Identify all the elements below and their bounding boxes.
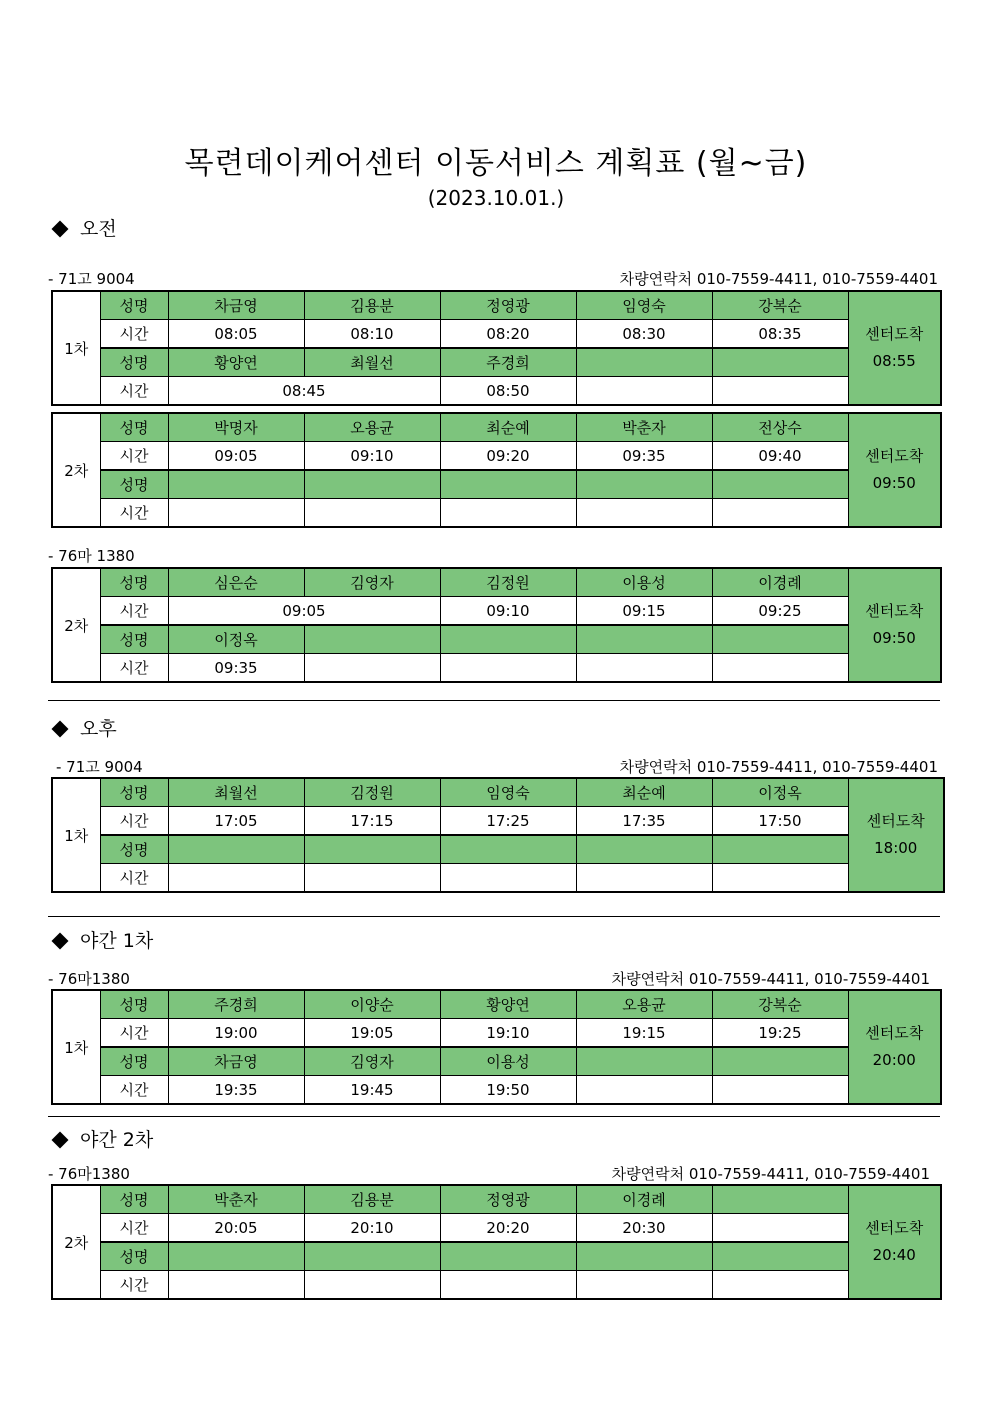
page-date: (2023.10.01.)	[427, 186, 565, 210]
name-row-label: 성명	[100, 1242, 168, 1271]
passenger-name-cell: 김영자	[304, 1047, 440, 1076]
vehicle-plate: - 76마 1380	[48, 547, 135, 565]
passenger-name-cell: 박명자	[168, 413, 304, 442]
pickup-time-cell: 09:20	[440, 442, 576, 471]
group-label: 1차	[52, 990, 100, 1104]
center-arrival-label: 센터도착	[865, 1219, 924, 1237]
passenger-name-cell: 정영광	[440, 291, 576, 320]
passenger-name-cell: 오용균	[304, 413, 440, 442]
schedule-table	[51, 989, 942, 1105]
passenger-name-cell	[576, 1047, 712, 1076]
vehicle-contact: 차량연락처 010-7559-4411, 010-7559-4401	[619, 758, 938, 776]
table-row	[52, 377, 941, 406]
name-row-label: 성명	[100, 625, 168, 654]
pickup-time-cell	[440, 499, 576, 528]
passenger-name-cell	[712, 625, 848, 654]
name-row-label: 성명	[100, 291, 168, 320]
passenger-name-cell	[712, 1185, 848, 1214]
time-row-label: 시간	[100, 597, 168, 626]
table-row	[52, 320, 941, 349]
passenger-name-cell: 정영광	[440, 1185, 576, 1214]
center-arrival-time: 09:50	[872, 629, 916, 647]
passenger-name-cell: 황양연	[168, 348, 304, 377]
schedule-table	[51, 290, 942, 406]
name-row-label: 성명	[100, 1185, 168, 1214]
passenger-name-cell: 이정옥	[168, 625, 304, 654]
schedule-table	[51, 1184, 942, 1300]
table-row	[52, 654, 941, 683]
section-divider	[48, 700, 940, 701]
center-arrival-label: 센터도착	[865, 447, 924, 465]
passenger-name-cell: 차금영	[168, 291, 304, 320]
passenger-name-cell: 차금영	[168, 1047, 304, 1076]
pickup-time-cell	[304, 499, 440, 528]
diamond-bullet-icon	[52, 720, 69, 737]
passenger-name-cell: 김용분	[304, 291, 440, 320]
time-row-label: 시간	[100, 1019, 168, 1048]
name-row-label: 성명	[100, 778, 168, 807]
passenger-name-cell: 임영숙	[576, 291, 712, 320]
name-row-label: 성명	[100, 835, 168, 864]
pickup-time-cell: 08:30	[576, 320, 712, 349]
table-row	[52, 1076, 941, 1105]
pickup-time-cell: 08:05	[168, 320, 304, 349]
center-arrival-label: 센터도착	[865, 1024, 924, 1042]
diamond-bullet-icon	[52, 932, 69, 949]
pickup-time-cell	[440, 1271, 576, 1300]
pickup-time-cell: 19:05	[304, 1019, 440, 1048]
pickup-time-cell: 08:45	[168, 377, 440, 406]
pickup-time-cell: 20:20	[440, 1214, 576, 1243]
time-row-label: 시간	[100, 1076, 168, 1105]
table-row	[52, 1242, 941, 1271]
vehicle-plate: - 76마1380	[48, 970, 130, 988]
passenger-name-cell: 이용성	[440, 1047, 576, 1076]
passenger-name-cell: 최순예	[440, 413, 576, 442]
passenger-name-cell: 김정원	[440, 568, 576, 597]
diamond-bullet-icon	[52, 1131, 69, 1148]
passenger-name-cell: 김정원	[304, 778, 440, 807]
pickup-time-cell	[576, 864, 712, 893]
schedule-table	[51, 777, 945, 893]
schedule-table	[51, 567, 942, 683]
pickup-time-cell: 17:50	[712, 807, 848, 836]
passenger-name-cell	[576, 625, 712, 654]
pickup-time-cell: 19:35	[168, 1076, 304, 1105]
vehicle-plate: - 71고 9004	[48, 270, 135, 288]
diamond-bullet-icon	[52, 220, 69, 237]
table-row	[52, 1214, 941, 1243]
passenger-name-cell	[712, 835, 848, 864]
group-label: 1차	[52, 778, 100, 892]
pickup-time-cell: 09:15	[576, 597, 712, 626]
passenger-name-cell	[304, 835, 440, 864]
passenger-name-cell: 오용균	[576, 990, 712, 1019]
table-row	[52, 864, 944, 893]
center-arrival-cell	[848, 413, 941, 527]
table-row	[52, 348, 941, 377]
schedule-table	[51, 412, 942, 528]
pickup-time-cell: 20:30	[576, 1214, 712, 1243]
passenger-name-cell: 박춘자	[168, 1185, 304, 1214]
pickup-time-cell: 17:15	[304, 807, 440, 836]
passenger-name-cell: 강복순	[712, 990, 848, 1019]
section-heading-text: 오전	[80, 218, 117, 240]
table-row	[52, 990, 941, 1019]
pickup-time-cell: 09:35	[168, 654, 304, 683]
pickup-time-cell	[712, 1271, 848, 1300]
table-row	[52, 568, 941, 597]
time-row-label: 시간	[100, 807, 168, 836]
pickup-time-cell: 20:10	[304, 1214, 440, 1243]
passenger-name-cell: 주경희	[440, 348, 576, 377]
pickup-time-cell	[168, 1271, 304, 1300]
passenger-name-cell	[440, 835, 576, 864]
passenger-name-cell: 주경희	[168, 990, 304, 1019]
passenger-name-cell	[304, 1242, 440, 1271]
pickup-time-cell: 09:35	[576, 442, 712, 471]
pickup-time-cell: 19:45	[304, 1076, 440, 1105]
pickup-time-cell: 19:50	[440, 1076, 576, 1105]
pickup-time-cell	[440, 864, 576, 893]
group-label: 2차	[52, 568, 100, 682]
pickup-time-cell: 20:05	[168, 1214, 304, 1243]
name-row-label: 성명	[100, 413, 168, 442]
passenger-name-cell: 최월선	[168, 778, 304, 807]
pickup-time-cell: 08:50	[440, 377, 576, 406]
group-label: 1차	[52, 291, 100, 405]
pickup-time-cell: 09:25	[712, 597, 848, 626]
table-row	[52, 413, 941, 442]
pickup-time-cell: 19:10	[440, 1019, 576, 1048]
section-heading-night2	[48, 1125, 153, 1152]
table-row	[52, 470, 941, 499]
passenger-name-cell	[576, 470, 712, 499]
name-row-label: 성명	[100, 990, 168, 1019]
center-arrival-cell	[848, 990, 941, 1104]
pickup-time-cell: 17:35	[576, 807, 712, 836]
center-arrival-cell	[848, 568, 941, 682]
passenger-name-cell: 임영숙	[440, 778, 576, 807]
pickup-time-cell: 08:20	[440, 320, 576, 349]
passenger-name-cell: 최월선	[304, 348, 440, 377]
section-heading-text: 야간 1차	[80, 930, 154, 952]
table-row	[52, 625, 941, 654]
section-heading-afternoon	[48, 714, 117, 741]
passenger-name-cell: 이경례	[576, 1185, 712, 1214]
passenger-name-cell	[168, 470, 304, 499]
pickup-time-cell: 19:25	[712, 1019, 848, 1048]
vehicle-contact: 차량연락처 010-7559-4411, 010-7559-4401	[611, 1165, 930, 1183]
center-arrival-time: 20:40	[872, 1246, 916, 1264]
passenger-name-cell: 심은순	[168, 568, 304, 597]
passenger-name-cell	[576, 835, 712, 864]
center-arrival-cell	[848, 778, 944, 892]
name-row-label: 성명	[100, 568, 168, 597]
center-arrival-label: 센터도착	[865, 602, 924, 620]
passenger-name-cell	[304, 470, 440, 499]
passenger-name-cell: 전상수	[712, 413, 848, 442]
table-row	[52, 1019, 941, 1048]
center-arrival-label: 센터도착	[866, 812, 925, 830]
table-row	[52, 778, 944, 807]
table-row	[52, 1271, 941, 1300]
center-arrival-time: 18:00	[874, 839, 918, 857]
pickup-time-cell	[576, 499, 712, 528]
passenger-name-cell	[440, 1242, 576, 1271]
center-arrival-time: 20:00	[872, 1051, 916, 1069]
pickup-time-cell: 09:40	[712, 442, 848, 471]
center-arrival-cell	[848, 291, 941, 405]
passenger-name-cell: 이경례	[712, 568, 848, 597]
center-arrival-time: 08:55	[872, 352, 916, 370]
passenger-name-cell: 김영자	[304, 568, 440, 597]
pickup-time-cell: 19:00	[168, 1019, 304, 1048]
passenger-name-cell: 강복순	[712, 291, 848, 320]
table-row	[52, 442, 941, 471]
vehicle-contact: 차량연락처 010-7559-4411, 010-7559-4401	[619, 270, 938, 288]
center-arrival-cell	[848, 1185, 941, 1299]
time-row-label: 시간	[100, 499, 168, 528]
passenger-name-cell: 이양순	[304, 990, 440, 1019]
center-arrival-label: 센터도착	[865, 325, 924, 343]
passenger-name-cell	[168, 1242, 304, 1271]
pickup-time-cell	[304, 864, 440, 893]
pickup-time-cell	[576, 654, 712, 683]
pickup-time-cell: 09:05	[168, 597, 440, 626]
pickup-time-cell	[576, 1271, 712, 1300]
pickup-time-cell: 08:10	[304, 320, 440, 349]
name-row-label: 성명	[100, 1047, 168, 1076]
section-heading-morning	[48, 214, 117, 241]
pickup-time-cell	[440, 654, 576, 683]
passenger-name-cell: 이용성	[576, 568, 712, 597]
section-heading-text: 오후	[80, 718, 117, 740]
pickup-time-cell	[712, 499, 848, 528]
pickup-time-cell	[304, 1271, 440, 1300]
pickup-time-cell	[576, 1076, 712, 1105]
pickup-time-cell: 09:10	[304, 442, 440, 471]
passenger-name-cell	[712, 1047, 848, 1076]
pickup-time-cell	[712, 1076, 848, 1105]
passenger-name-cell	[168, 835, 304, 864]
pickup-time-cell	[168, 499, 304, 528]
table-row	[52, 835, 944, 864]
passenger-name-cell: 최순예	[576, 778, 712, 807]
pickup-time-cell: 17:25	[440, 807, 576, 836]
time-row-label: 시간	[100, 864, 168, 893]
table-row	[52, 291, 941, 320]
passenger-name-cell	[304, 625, 440, 654]
passenger-name-cell	[712, 470, 848, 499]
pickup-time-cell	[304, 654, 440, 683]
vehicle-plate: - 71고 9004	[56, 758, 143, 776]
passenger-name-cell	[440, 470, 576, 499]
pickup-time-cell	[712, 1214, 848, 1243]
vehicle-contact: 차량연락처 010-7559-4411, 010-7559-4401	[611, 970, 930, 988]
table-row	[52, 1185, 941, 1214]
pickup-time-cell: 09:10	[440, 597, 576, 626]
pickup-time-cell	[576, 377, 712, 406]
name-row-label: 성명	[100, 470, 168, 499]
passenger-name-cell: 박춘자	[576, 413, 712, 442]
time-row-label: 시간	[100, 1214, 168, 1243]
passenger-name-cell	[712, 348, 848, 377]
time-row-label: 시간	[100, 377, 168, 406]
section-divider	[48, 1116, 940, 1117]
group-label: 2차	[52, 413, 100, 527]
table-row	[52, 1047, 941, 1076]
pickup-time-cell	[712, 864, 848, 893]
time-row-label: 시간	[100, 320, 168, 349]
pickup-time-cell	[168, 864, 304, 893]
time-row-label: 시간	[100, 654, 168, 683]
passenger-name-cell: 이정옥	[712, 778, 848, 807]
passenger-name-cell: 김용분	[304, 1185, 440, 1214]
pickup-time-cell: 08:35	[712, 320, 848, 349]
pickup-time-cell: 19:15	[576, 1019, 712, 1048]
passenger-name-cell: 황양연	[440, 990, 576, 1019]
pickup-time-cell	[712, 377, 848, 406]
time-row-label: 시간	[100, 1271, 168, 1300]
name-row-label: 성명	[100, 348, 168, 377]
page-title: 목련데이케어센터 이동서비스 계획표 (월~금)	[184, 146, 808, 181]
vehicle-plate: - 76마1380	[48, 1165, 130, 1183]
passenger-name-cell	[712, 1242, 848, 1271]
passenger-name-cell	[576, 1242, 712, 1271]
section-heading-text: 야간 2차	[80, 1129, 154, 1151]
table-row	[52, 499, 941, 528]
pickup-time-cell: 09:05	[168, 442, 304, 471]
section-heading-night1	[48, 926, 153, 953]
passenger-name-cell	[440, 625, 576, 654]
pickup-time-cell	[712, 654, 848, 683]
table-row	[52, 597, 941, 626]
section-divider	[48, 916, 940, 917]
pickup-time-cell: 17:05	[168, 807, 304, 836]
time-row-label: 시간	[100, 442, 168, 471]
center-arrival-time: 09:50	[872, 474, 916, 492]
table-row	[52, 807, 944, 836]
group-label: 2차	[52, 1185, 100, 1299]
passenger-name-cell	[576, 348, 712, 377]
